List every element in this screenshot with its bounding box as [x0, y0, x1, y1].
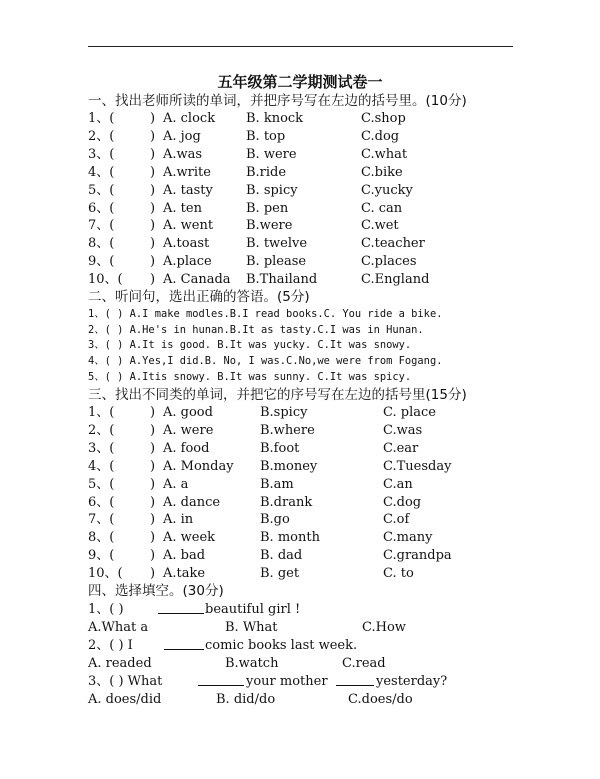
option-c: C.many	[383, 530, 433, 546]
option-b: B.where	[260, 422, 315, 438]
option-c: C.ear	[383, 440, 419, 456]
option-a: A. week	[163, 530, 216, 546]
answer-blank[interactable]	[158, 601, 204, 614]
option-c: C. place	[383, 405, 436, 420]
option-a: A. in	[163, 512, 194, 528]
option-c: C.places	[361, 254, 417, 270]
option-b: B.money	[260, 458, 318, 474]
s4-q3-opt-b: B. did/do	[216, 692, 276, 707]
answer-bracket-close: )	[150, 111, 156, 126]
question-number: 6、(	[88, 494, 115, 510]
option-b: B. were	[246, 146, 297, 162]
option-b: B. get	[260, 566, 300, 582]
question-number: 8、(	[88, 530, 115, 546]
answer-bracket-close: )	[150, 494, 156, 510]
answer-bracket-close: )	[150, 422, 156, 438]
option-c: C.of	[383, 512, 410, 528]
option-b: B.Thailand	[246, 272, 318, 288]
answer-bracket-close: )	[150, 530, 156, 546]
option-a: A. tasty	[163, 182, 213, 198]
answer-bracket-close: )	[150, 458, 156, 474]
question-number: 5、(	[88, 182, 115, 198]
option-a: A. jog	[163, 128, 201, 144]
s4-q2-prefix: 2、( ) I	[88, 638, 133, 653]
question-number: 9、(	[88, 254, 115, 270]
option-b: B. top	[246, 128, 286, 144]
answer-bracket-close: )	[150, 128, 156, 144]
option-c: C.grandpa	[383, 548, 452, 564]
question-number: 5、(	[88, 476, 115, 492]
option-c: C.an	[383, 476, 413, 492]
option-a: A.was	[163, 146, 203, 162]
answer-bracket-close: )	[150, 440, 156, 456]
s4-q2-text: comic books last week.	[205, 638, 358, 653]
option-c: C.dog	[383, 494, 422, 510]
answer-bracket-close: )	[150, 566, 156, 582]
question-number: 3、(	[88, 440, 115, 456]
s4-q1-opt-b: B. What	[225, 620, 278, 635]
answer-bracket-close: )	[150, 405, 156, 420]
section-3-heading: 三、找出不同类的单词，并把它的序号写在左边的括号里(15分)	[88, 387, 467, 403]
s4-q1-opt-c: C.How	[362, 620, 406, 635]
answer-bracket-close: )	[150, 236, 156, 252]
answer-bracket-close: )	[150, 164, 156, 180]
s4-q2-opt-a: A. readed	[88, 656, 152, 671]
option-b: B.am	[260, 476, 294, 492]
question-number: 3、(	[88, 146, 115, 162]
answer-bracket-close: )	[150, 272, 156, 288]
option-b: B. pen	[246, 200, 289, 216]
option-c: C.dog	[361, 128, 400, 144]
header-rule	[88, 46, 513, 47]
option-a: A.place	[163, 254, 212, 270]
option-c: C.bike	[361, 164, 403, 180]
option-a: A. were	[163, 422, 214, 438]
question-number: 6、(	[88, 200, 115, 216]
option-a: A.take	[163, 566, 206, 582]
option-c: C.England	[361, 272, 430, 288]
s4-q2-opt-c: C.read	[342, 656, 386, 671]
option-b: B.drank	[260, 494, 313, 510]
option-b: B.go	[260, 512, 290, 528]
option-a: A. a	[163, 476, 189, 492]
option-a: A.write	[163, 164, 211, 180]
option-a: A. good	[163, 405, 213, 420]
listening-item: 1、( ) A.I make modles.B.I read books.C. You ride a bike.	[88, 308, 443, 320]
option-b: B.foot	[260, 440, 300, 456]
option-a: A.toast	[163, 236, 210, 252]
option-a: A. went	[163, 218, 214, 234]
answer-bracket-close: )	[150, 476, 156, 492]
option-a: A. dance	[163, 494, 221, 510]
s4-q1-text: beautiful girl !	[205, 602, 301, 617]
question-number: 1、(	[88, 405, 115, 420]
section-2-heading: 二、听问句，选出正确的答语。(5分)	[88, 289, 310, 305]
answer-bracket-close: )	[150, 548, 156, 564]
option-b: B. knock	[246, 111, 304, 126]
question-number: 10、(	[88, 272, 123, 288]
option-b: B. twelve	[246, 236, 308, 252]
option-b: B. dad	[260, 548, 303, 564]
answer-bracket-close: )	[150, 182, 156, 198]
option-a: A. Monday	[163, 458, 234, 474]
option-a: A. ten	[163, 200, 202, 216]
option-a: A. bad	[163, 548, 206, 564]
section-1-heading: 一、找出老师所读的单词，并把序号写在左边的括号里。(10分)	[88, 93, 467, 109]
s4-q1-opt-a: A.What a	[88, 620, 149, 635]
option-a: A. Canada	[163, 272, 231, 288]
option-c: C.was	[383, 422, 423, 438]
s4-q2-opt-b: B.watch	[225, 656, 279, 671]
question-number: 8、(	[88, 236, 115, 252]
option-c: C. to	[383, 566, 414, 582]
answer-blank[interactable]	[164, 637, 204, 650]
option-c: C.yucky	[361, 182, 413, 198]
answer-blank[interactable]	[336, 673, 374, 686]
question-number: 7、(	[88, 218, 115, 234]
option-c: C. can	[361, 200, 403, 216]
answer-bracket-close: )	[150, 254, 156, 270]
option-c: C.what	[361, 146, 408, 162]
s4-q3-text: yesterday?	[376, 674, 448, 689]
answer-bracket-close: )	[150, 200, 156, 216]
question-number: 4、(	[88, 164, 115, 180]
question-number: 10、(	[88, 566, 123, 582]
option-b: B.were	[246, 218, 293, 234]
option-c: C.teacher	[361, 236, 425, 252]
question-number: 9、(	[88, 548, 115, 564]
s4-q3-opt-c: C.does/do	[348, 692, 413, 707]
s4-q1-prefix: 1、( )	[88, 602, 124, 617]
option-b: B. please	[246, 254, 307, 270]
option-c: C.shop	[361, 111, 406, 126]
listening-item: 4、( ) A.Yes,I did.B. No, I was.C.No,we were from Fogang.	[88, 355, 443, 368]
listening-item: 3、( ) A.It is good. B.It was yucky. C.It was snowy.	[88, 339, 412, 352]
question-number: 2、(	[88, 422, 115, 438]
answer-bracket-close: )	[150, 146, 156, 162]
question-number: 4、(	[88, 458, 115, 474]
s4-q3-opt-a: A. does/did	[88, 692, 162, 707]
option-a: A. clock	[163, 111, 216, 126]
option-b: B. month	[260, 530, 320, 546]
section-4-heading: 四、选择填空。(30分)	[88, 583, 224, 599]
option-c: C.wet	[361, 218, 399, 234]
s4-q3-middle: your mother	[246, 674, 328, 689]
option-b: B.ride	[246, 164, 287, 180]
s4-q3-prefix: 3、( ) What	[88, 674, 163, 689]
answer-bracket-close: )	[150, 512, 156, 528]
option-c: C.Tuesday	[383, 458, 452, 474]
listening-item: 2、( ) A.He's in hunan.B.It as tasty.C.I was in Hunan.	[88, 323, 424, 336]
page-title: 五年级第二学期测试卷一	[217, 73, 383, 91]
option-b: B. spicy	[246, 182, 298, 198]
question-number: 1、(	[88, 111, 115, 126]
answer-bracket-close: )	[150, 218, 156, 234]
listening-item: 5、( ) A.Itis snowy. B.It was sunny. C.It was spicy.	[88, 370, 412, 383]
question-number: 7、(	[88, 512, 115, 528]
answer-blank[interactable]	[198, 673, 244, 686]
option-b: B.spicy	[260, 405, 308, 420]
option-a: A. food	[163, 440, 210, 456]
question-number: 2、(	[88, 128, 115, 144]
